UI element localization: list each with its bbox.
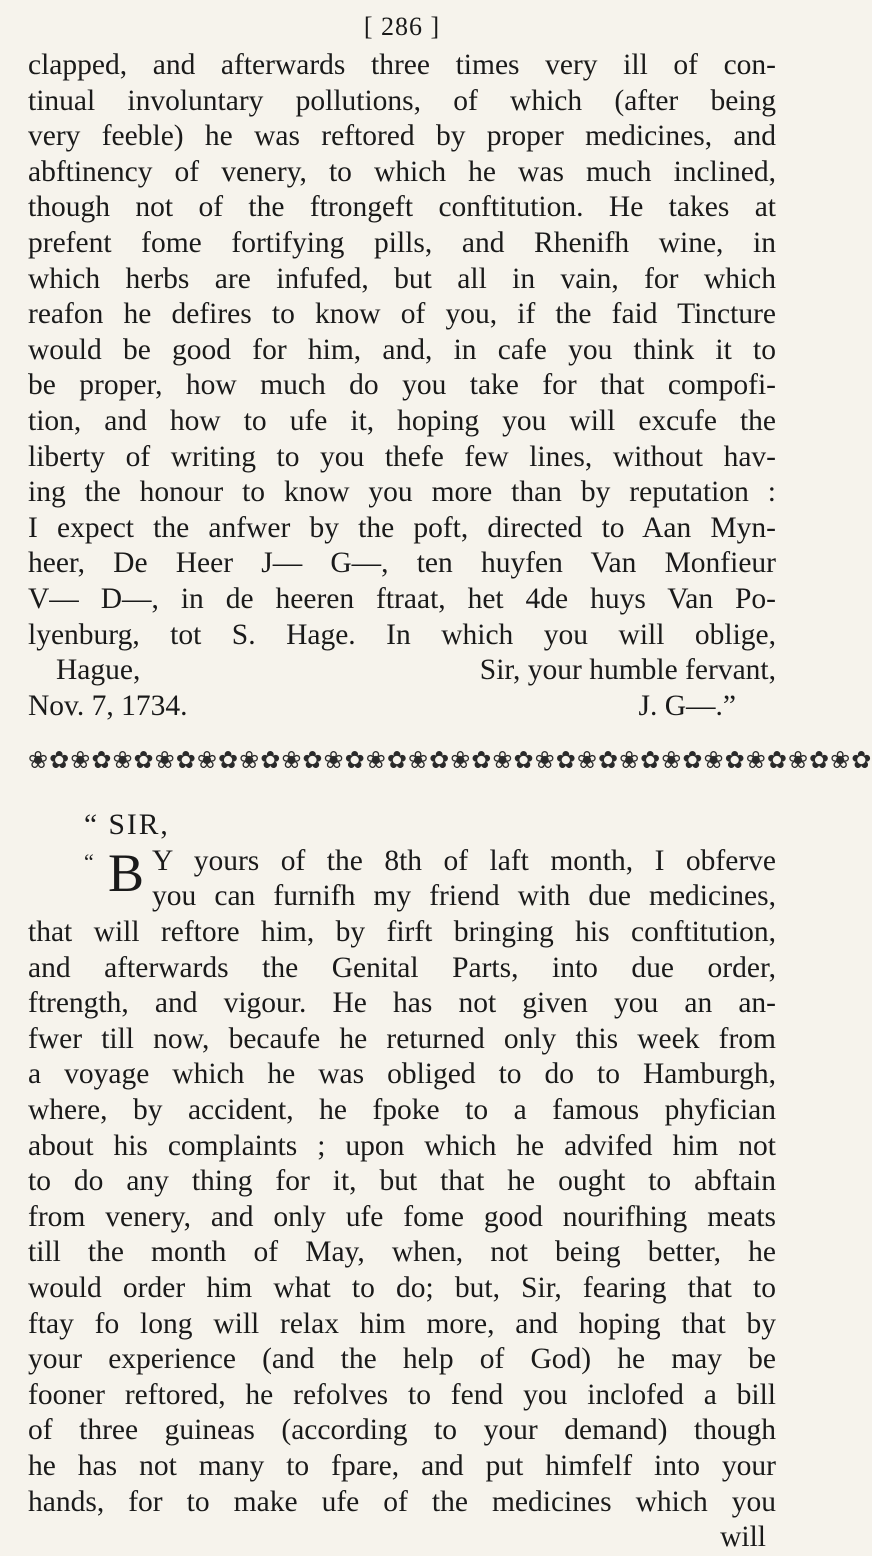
text-line: very feeble) he was reftored by proper medicines, and (28, 120, 776, 153)
letter-one-closing (28, 653, 776, 689)
text-line: be proper, how much do you take for that compofi- (28, 369, 776, 402)
text-line: ftrength, and vigour. He has not given you an an- (28, 987, 776, 1020)
text-line: I expect the anfwer by the poft, directed to Aan Myn- (28, 511, 776, 544)
ornamental-divider: ❀✿❀✿❀✿❀✿❀✿❀✿❀✿❀✿❀✿❀✿❀✿❀✿❀✿❀✿❀✿❀✿❀✿❀✿❀✿❀✿ (28, 748, 872, 775)
letter-one-body (28, 48, 776, 653)
letter-date: Nov. 7, 1734. (28, 689, 188, 722)
text-line: lyenburg, tot S. Hage. In which you will oblige, (28, 618, 776, 651)
letter-signature: J. G—.” (638, 689, 736, 722)
letter-two-second-line: you can furnifh my friend with due medicines, (152, 880, 776, 913)
text-line: prefent fome fortifying pills, and Rhenifh wine, in (28, 226, 776, 259)
page-number: [ 286 ] (363, 12, 441, 41)
closing-text: Sir, your humble fervant, (479, 654, 776, 687)
text-line: which herbs are infufed, but all in vain, for which (28, 262, 776, 295)
text-line: where, by accident, he fpoke to a famous phyfician (28, 1094, 776, 1127)
catchword: will (720, 1521, 766, 1554)
text-line: would be good for him, and, in cafe you think it to (28, 333, 776, 366)
drop-cap: B (108, 842, 145, 903)
letter-two-lines (28, 915, 776, 1520)
text-line: about his complaints ; upon which he advifed him not (28, 1129, 776, 1162)
text-line: and afterwards the Genital Parts, into due order, (28, 951, 776, 984)
text-line: heer, De Heer J— G—, ten huyfen Van Monfieur (28, 547, 776, 580)
text-line: a voyage which he was obliged to do to Hamburgh, (28, 1058, 776, 1091)
letter-one-date-row (28, 689, 776, 725)
text-line: ing the honour to know you more than by reputation : (28, 476, 776, 509)
text-line: that will reftore him, by firft bringing his conftitution, (28, 916, 776, 949)
text-line: V— D—, in de heeren ftraat, het 4de huys Van Po- (28, 582, 776, 615)
first-line-text: Y yours of the 8th of laft month, I obferve (152, 844, 776, 877)
text-line: fooner reftored, he refolves to fend you inclofed a bill (28, 1378, 776, 1411)
text-line: reafon he defires to know of you, if the faid Tincture (28, 298, 776, 331)
text-line: your experience (and the help of God) he may be (28, 1343, 776, 1376)
text-line: clapped, and afterwards three times very ill of con- (28, 49, 776, 81)
text-line: abftinency of venery, to which he was much inclined, (28, 155, 776, 188)
text-line: hands, for to make ufe of the medicines which you (28, 1485, 776, 1518)
book-page (28, 12, 872, 1554)
text-line: tion, and how to ufe it, hoping you will excufe the (28, 404, 776, 437)
text-line: from venery, and only ufe fome good nourifhing meats (28, 1200, 776, 1233)
letter-two-salutation: “ SIR, (84, 809, 170, 842)
text-line: ftay fo long will relax him more, and hoping that by (28, 1307, 776, 1340)
text-line: tinual involuntary pollutions, of which (after being (28, 84, 776, 117)
open-quote: “ (84, 848, 94, 874)
text-line: till the month of May, when, not being better, he (28, 1236, 776, 1269)
letter-two-body (28, 844, 776, 1556)
text-line: to do any thing for it, but that he ought to abftain (28, 1165, 776, 1198)
text-line: would order him what to do; but, Sir, fearing that to (28, 1272, 776, 1304)
text-line: liberty of writing to you thefe few lines, without hav- (28, 440, 776, 473)
text-line: of three guineas (according to your demand) though (28, 1414, 776, 1447)
text-line: fwer till now, becaufe he returned only this week from (28, 1022, 776, 1055)
text-line: though not of the ftrongeft conftitution. He takes at (28, 191, 776, 224)
text-line: he has not many to fpare, and put himfelf into your (28, 1449, 776, 1482)
closing-city: Hague, (56, 654, 141, 687)
